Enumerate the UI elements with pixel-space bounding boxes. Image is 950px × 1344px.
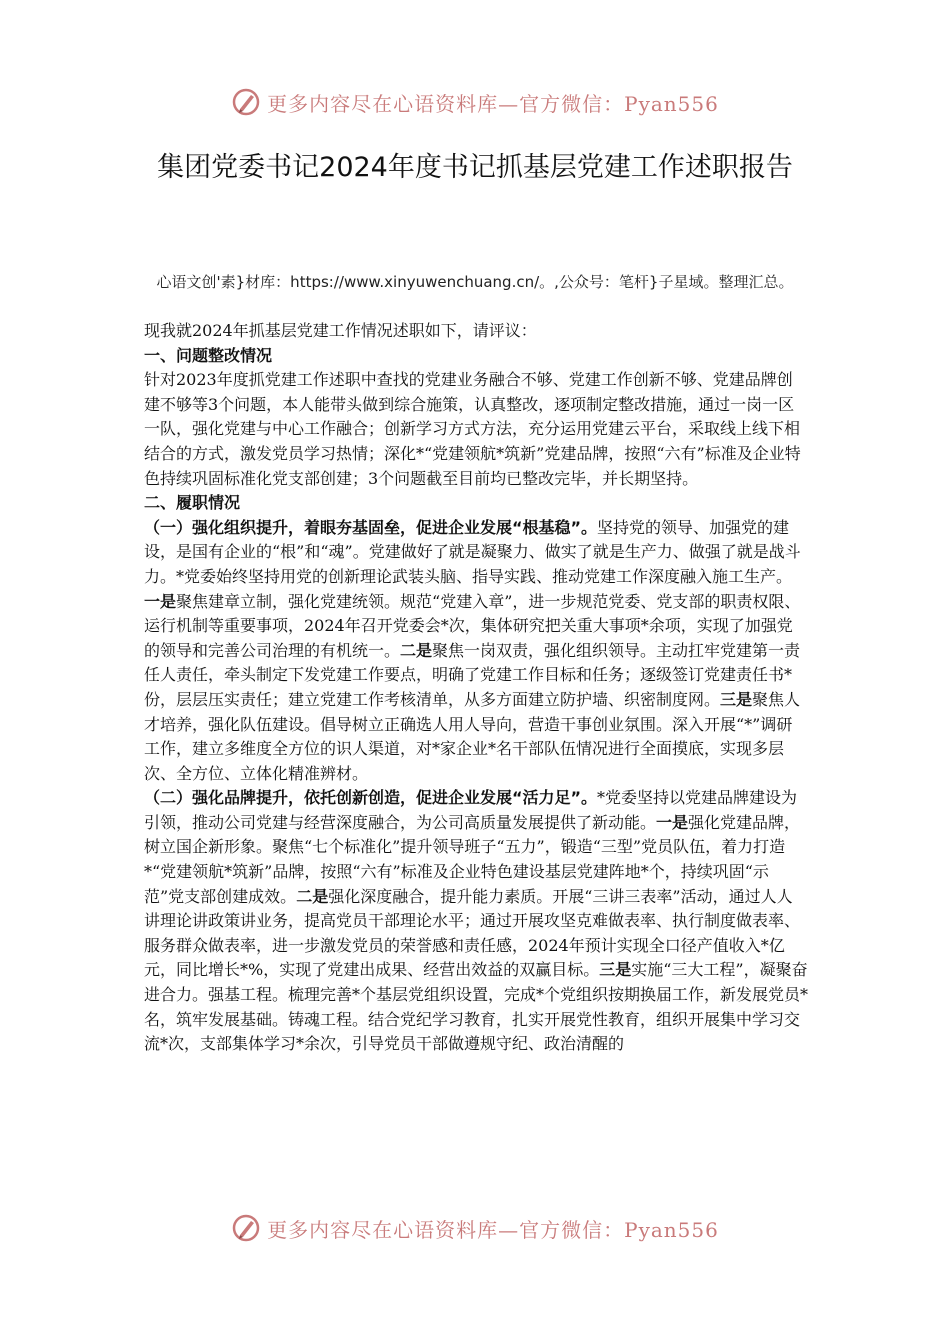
paragraph-text: 坚持党的领导、加强党的建设，是国有企业的“根”和“魂”。党建做好了就是凝聚力、做实了就是生产力、做强了就是战斗力。*党委始终坚持用党的创新理论武装头脑、指导实践、推动党建工作深度融入施工生产。	[144, 517, 801, 586]
paragraph-text: 聚焦建章立制，强化党建统领。规范“党建入章”，进一步规范党委、党支部的职责权限、运行机制等重要事项，2024年召开党委会*次，集体研究把关重大事项*余项，实现了加强党的领导和完善公司治理的有机统一。	[144, 591, 801, 660]
keyword-second: 二是	[400, 640, 433, 660]
pen-logo-icon	[231, 1213, 261, 1243]
watermark-banner-top	[0, 82, 950, 122]
section-heading-problems: 一、问题整改情况	[144, 345, 273, 365]
section-paragraph-problems: 针对2023年度抓党建工作述职中查找的党建业务融合不够、党建工作创新不够、党建品牌创建不够等3个问题，本人能带头做到综合施策，认真整改，逐项制定整改措施，通过一岗一区一队，强化党建与中心工作融合；创新学习方式方法，充分运用党建云平台，采取线上线下相结合的方式，激发党员学习热情；深化*“党建领航*筑新”党建品牌，按照“六有”标准及企业特色持续巩固标准化党支部创建；3个问题截至目前均已整改完毕，并长期坚持。	[144, 370, 801, 488]
watermark-text: 更多内容尽在心语资料库—官方微信：Pyan556	[267, 91, 719, 116]
duty-paragraph-brand	[144, 786, 808, 1057]
keyword-first: 一是	[144, 591, 177, 611]
keyword-first: 一是	[656, 812, 689, 832]
pen-logo-icon	[231, 87, 261, 117]
watermark-banner-bottom	[0, 1208, 950, 1248]
keyword-third: 三是	[720, 689, 753, 709]
watermark-text: 更多内容尽在心语资料库—官方微信：Pyan556	[267, 1217, 719, 1242]
paragraph-text: 实施“三大工程”，凝聚奋进合力。强基工程。梳理完善*个基层党组织设置，完成*个党组织按期换届工作，新发展党员*名，筑牢发展基础。铸魂工程。结合党纪学习教育，扎实开展党性教育，组织开展集中学习交流*次，支部集体学习*余次，引导党员干部做遵规守纪、政治清醒的	[144, 960, 809, 1054]
duty-paragraph-organization	[144, 516, 808, 787]
subheading-organization: （一）强化组织提升，着眼夯基固垒，促进企业发展“根基稳”。	[144, 517, 598, 537]
paragraph-text: 聚焦一岗双责，强化组织领导。主动扛牢党建第一责任人责任，牵头制定下发党建工作要点，明确了党建工作目标和任务；逐级签订党建责任书*份，层层压实责任；建立党建工作考核清单，从多方面建立防护墙、织密制度网。	[144, 640, 801, 709]
intro-paragraph: 现我就2024年抓基层党建工作情况述职如下，请评议：	[144, 321, 537, 340]
source-note: 心语文创'素}材库：https://www.xinyuwenchuang.cn/。,公众号：笔杆}子星域。整理汇总。	[156, 273, 794, 291]
paragraph-text: 强化党建品牌，树立国企新形象。聚焦“七个标准化”提升领导班子“五力”，锻造“三型”党员队伍，着力打造*“党建领航*筑新”品牌，按照“六有”标准及企业特色建设基层党建阵地*个，持续巩固“示范”党支部创建成效。	[144, 812, 801, 906]
subheading-brand: （二）强化品牌提升，依托创新创造，促进企业发展“活力足”。	[144, 788, 598, 808]
document-title: 集团党委书记2024年度书记抓基层党建工作述职报告	[157, 152, 793, 183]
paragraph-text: 强化深度融合，提升能力素质。开展“三讲三表率”活动，通过人人讲理论讲政策讲业务，提高党员干部理论水平；通过开展攻坚克难做表率、执行制度做表率、服务群众做表率，进一步激发党员的荣誉感和责任感，2024年预计实现全口径产值收入*亿元，同比增长*%，实现了党建出成果、经营出效益的双赢目标。	[144, 886, 801, 980]
paragraph-text: 聚焦人才培养，强化队伍建设。倡导树立正确选人用人导向，营造干事创业氛围。深入开展“*”调研工作，建立多维度全方位的识人渠道，对*家企业*名干部队伍情况进行全面摸底，实现多层次、全方位、立体化精准辨材。	[144, 689, 801, 783]
keyword-second: 二是	[296, 886, 329, 906]
keyword-third: 三是	[599, 960, 632, 980]
paragraph-text: *党委坚持以党建品牌建设为引领，推动公司党建与经营深度融合，为公司高质量发展提供了新动能。	[144, 788, 798, 832]
document-body	[144, 319, 808, 1057]
section-heading-duties: 二、履职情况	[144, 493, 241, 513]
